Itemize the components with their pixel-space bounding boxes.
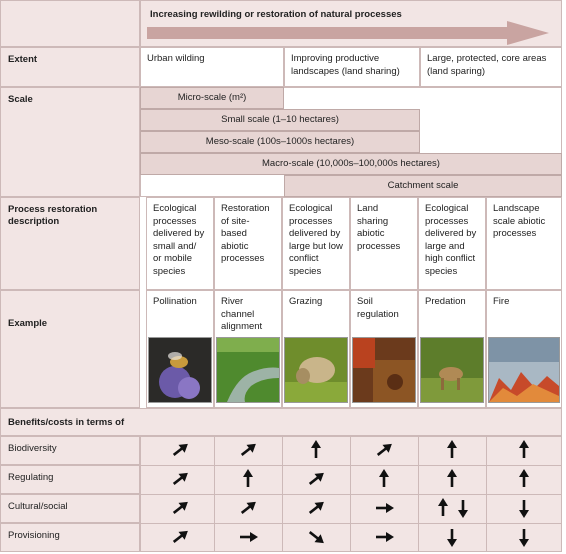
arrow-up-right-icon <box>305 468 327 490</box>
band-small: Small scale (1–10 hectares) <box>140 109 420 131</box>
extent-urban: Urban wilding <box>140 47 284 87</box>
header-corner <box>0 0 140 47</box>
arrow-down-right-icon <box>305 526 327 548</box>
row-label-provisioning: Provisioning <box>0 523 140 552</box>
example-cell-5: Predation <box>418 290 486 408</box>
example-cell-1: Pollination <box>146 290 214 408</box>
arrow-up-icon <box>441 439 463 461</box>
arrow-up-right-icon <box>237 439 259 461</box>
arrow-up-right-icon <box>169 497 191 519</box>
process-cell-3: Ecological processes delivered by large but low conflict species <box>282 197 350 290</box>
fire-image <box>488 337 560 403</box>
row-label-process: Process restoration description <box>0 197 140 290</box>
arrow-up-right-icon <box>169 439 191 461</box>
divider <box>140 465 562 466</box>
header-title: Increasing rewilding or restoration of natural processes <box>150 9 402 20</box>
arrow-down-icon <box>513 526 535 548</box>
process-cell-2: Restoration of site-based abiotic processes <box>214 197 282 290</box>
grazing-image <box>284 337 348 403</box>
arrow-down-icon <box>452 497 474 519</box>
gradient-arrow <box>147 19 555 47</box>
row-label-scale: Scale <box>0 87 140 197</box>
row-label-benefits: Benefits/costs in terms of <box>0 408 562 436</box>
process-cell-6: Landscape scale abiotic processes <box>486 197 562 290</box>
arrow-right-icon <box>373 497 395 519</box>
arrow-up-right-icon <box>169 526 191 548</box>
example-cell-4: Soil regulation <box>350 290 418 408</box>
arrow-right-icon <box>373 526 395 548</box>
header-title-cell <box>140 0 562 47</box>
arrow-down-icon <box>441 526 463 548</box>
row-label-cultural: Cultural/social <box>0 494 140 523</box>
process-cell-4: Land sharing abiotic processes <box>350 197 418 290</box>
arrow-up-icon <box>432 497 454 519</box>
band-macro: Macro-scale (10,000s–100,000s hectares) <box>140 153 562 175</box>
extent-large: Large, protected, core areas (land sparing) <box>420 47 562 87</box>
arrow-right-icon <box>237 526 259 548</box>
row-label-example: Example <box>0 290 140 408</box>
arrow-up-right-icon <box>305 497 327 519</box>
band-catchment: Catchment scale <box>284 175 562 197</box>
arrow-up-right-icon <box>237 497 259 519</box>
row-label-biodiversity: Biodiversity <box>0 436 140 465</box>
arrow-up-icon <box>513 439 535 461</box>
arrow-up-icon <box>373 468 395 490</box>
band-micro: Micro-scale (m²) <box>140 87 284 109</box>
divider <box>140 523 562 524</box>
extent-improving: Improving productive landscapes (land sharing) <box>284 47 420 87</box>
row-label-extent: Extent <box>0 47 140 87</box>
predation-image <box>420 337 484 403</box>
arrow-down-icon <box>513 497 535 519</box>
arrow-up-icon <box>513 468 535 490</box>
divider <box>140 494 562 495</box>
arrow-up-icon <box>441 468 463 490</box>
arrow-up-right-icon <box>169 468 191 490</box>
pollination-image <box>148 337 212 403</box>
arrow-up-icon <box>237 468 259 490</box>
arrow-up-right-icon <box>373 439 395 461</box>
example-cell-6: Fire <box>486 290 562 408</box>
river-image <box>216 337 280 403</box>
process-cell-1: Ecological processes delivered by small and/ or mobile species <box>146 197 214 290</box>
process-cell-5: Ecological processes delivered by large and high conflict species <box>418 197 486 290</box>
row-label-regulating: Regulating <box>0 465 140 494</box>
example-cell-3: Grazing <box>282 290 350 408</box>
soil-image <box>352 337 416 403</box>
band-meso: Meso-scale (100s–1000s hectares) <box>140 131 420 153</box>
example-cell-2: River channel alignment <box>214 290 282 408</box>
arrow-up-icon <box>305 439 327 461</box>
